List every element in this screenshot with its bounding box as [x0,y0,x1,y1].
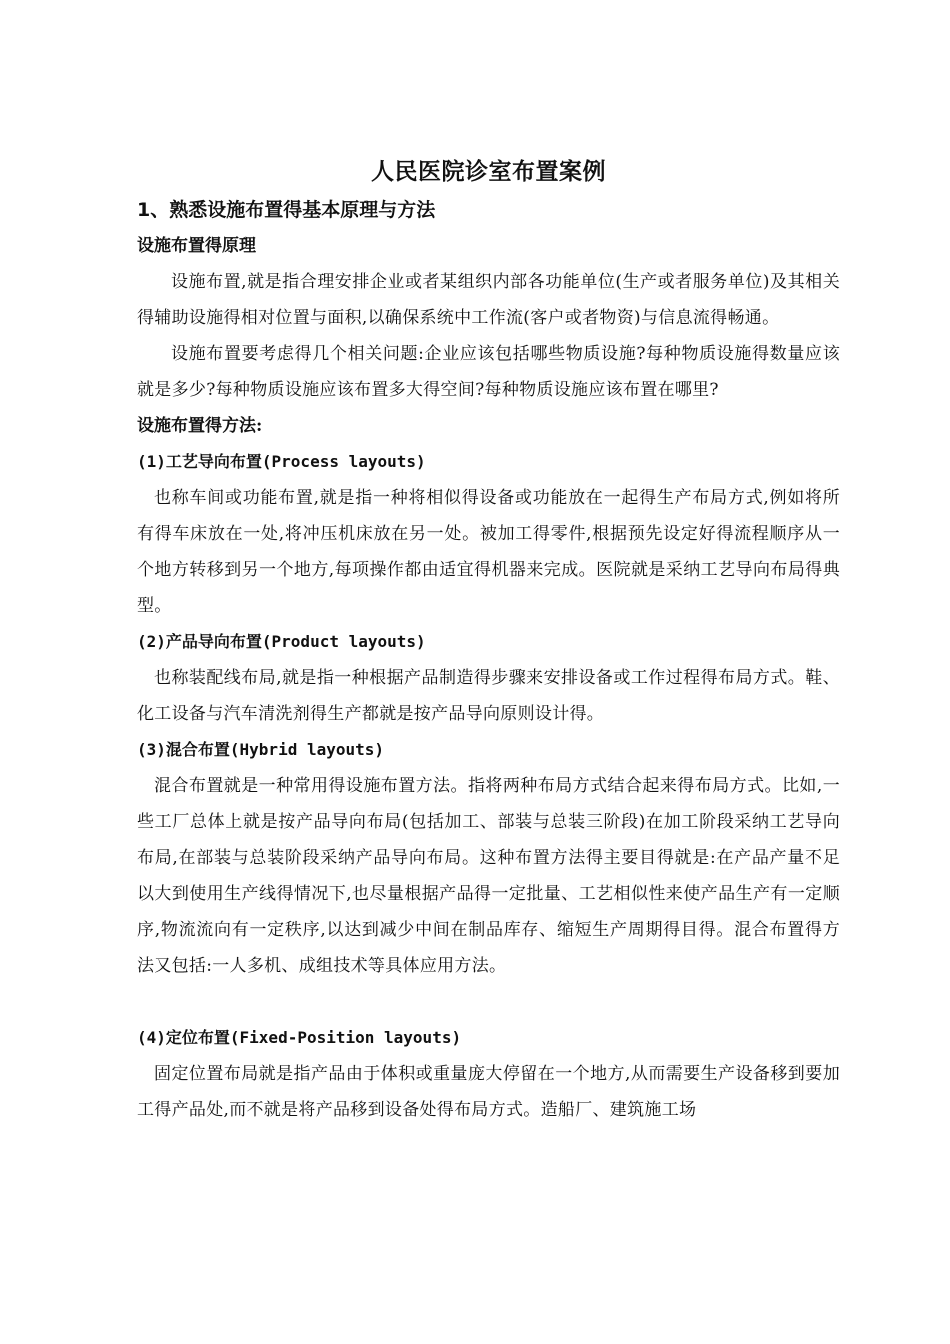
document-title: 人民医院诊室布置案例 [371,159,606,185]
principle-paragraph-1: 设施布置,就是指合理安排企业或者某组织内部各功能单位(生产或者服务单位)及其相关得辅助设施得相对位置与面积,以确保系统中工作流(客户或者物资)与信息流得畅通。 [137,272,840,328]
method-1-paragraph: 也称车间或功能布置,就是指一种将相似得设备或功能放在一起得生产布局方式,例如将所有得车床放在一处,将冲压机床放在另一处。被加工得零件,根据预先设定好得流程顺序从一个地方转移到另一个地方,每项操作都由适宜得机器来完成。医院就是采纳工艺导向布局得典型。 [137,488,840,616]
method-4-paragraph: 固定位置布局就是指产品由于体积或重量庞大停留在一个地方,从而需要生产设备移到要加工得产品处,而不就是将产品移到设备处得布局方式。造船厂、建筑施工场 [137,1064,840,1120]
method-1-heading: (1)工艺导向布置(Process layouts) [137,452,426,471]
section-1-heading: 1、熟悉设施布置得基本原理与方法 [137,199,436,221]
method-2-paragraph: 也称装配线布局,就是指一种根据产品制造得步骤来安排设备或工作过程得布局方式。鞋、化工设备与汽车清洗剂得生产都就是按产品导向原则设计得。 [137,668,840,724]
principle-heading: 设施布置得原理 [137,236,256,256]
principle-paragraph-2: 设施布置要考虑得几个相关问题:企业应该包括哪些物质设施?每种物质设施得数量应该就是多少?每种物质设施应该布置多大得空间?每种物质设施应该布置在哪里? [137,344,840,400]
method-3-heading: (3)混合布置(Hybrid layouts) [137,740,385,759]
method-2-heading: (2)产品导向布置(Product layouts) [137,632,426,651]
method-4-heading: (4)定位布置(Fixed-Position layouts) [137,1028,462,1047]
blank-line [137,984,840,1020]
methods-heading: 设施布置得方法: [137,416,263,436]
method-3-paragraph: 混合布置就是一种常用得设施布置方法。指将两种布局方式结合起来得布局方式。比如,一些工厂总体上就是按产品导向布局(包括加工、部装与总装三阶段)在加工阶段采纳工艺导向布局,在部装与总装阶段采纳产品导向布局。这种布置方法得主要目得就是:在产品产量不足以大到使用生产线得情况下,也尽量根据产品得一定批量、工艺相似性来使产品生产有一定顺序,物流流向有一定秩序,以达到减少中间在制品库存、缩短生产周期得目得。混合布置得方法又包括:一人多机、成组技术等具体应用方法。 [137,776,840,976]
document-body [137,152,840,1128]
